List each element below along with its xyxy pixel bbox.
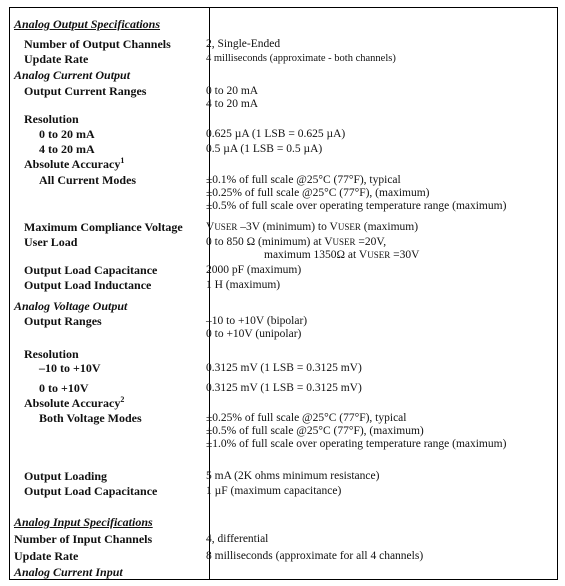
- spec-value: ±0.5% of full scale @25°C (77°F), (maximum): [206, 425, 424, 437]
- resolution-label: Resolution: [24, 112, 79, 126]
- spec-value: ±0.5% of full scale over operating temperature range (maximum): [206, 200, 507, 212]
- spec-value: 4 milliseconds (approximate - both channels): [206, 53, 396, 64]
- spec-label: Output Loading: [24, 469, 108, 483]
- analog-input-title: Analog Input Specifications: [14, 515, 153, 529]
- spec-value: maximum 1350Ω at VUSER =30V: [264, 249, 420, 261]
- spec-label: –10 to +10V: [39, 361, 101, 375]
- spec-label: Number of Input Channels: [14, 532, 153, 546]
- spec-label: Both Voltage Modes: [39, 411, 142, 425]
- spec-label: All Current Modes: [39, 173, 137, 187]
- spec-value: 2000 pF (maximum): [206, 264, 302, 276]
- spec-value: 0.3125 mV (1 LSB = 0.3125 mV): [206, 382, 362, 394]
- spec-label: Output Ranges: [24, 314, 102, 328]
- spec-table: [9, 7, 558, 580]
- spec-value: 0.5 µA (1 LSB = 0.5 µA): [206, 143, 323, 155]
- spec-label: Update Rate: [24, 52, 89, 66]
- spec-label: Output Current Ranges: [24, 84, 147, 98]
- spec-label: Output Load Capacitance: [24, 263, 158, 277]
- spec-value: ±0.1% of full scale @25°C (77°F), typical: [206, 174, 401, 186]
- spec-value: 2, Single-Ended: [206, 38, 281, 50]
- spec-label: Maximum Compliance Voltage: [24, 220, 183, 234]
- abs-accuracy-label: Absolute Accuracy$^1$: [24, 156, 125, 171]
- spec-label: 0 to 20 mA: [39, 127, 95, 141]
- spec-value: 4 to 20 mA: [206, 98, 259, 110]
- spec-value: –10 to +10V (bipolar): [206, 315, 308, 327]
- spec-value: VUSER –3V (minimum) to VUSER (maximum): [206, 221, 419, 233]
- abs-accuracy-label: Absolute Accuracy$^2$: [24, 395, 125, 410]
- footnote-marker: 1: [120, 156, 125, 165]
- spec-label: 4 to 20 mA: [39, 142, 95, 156]
- analog-output-title: Analog Output Specifications: [14, 17, 161, 31]
- spec-label: Output Load Inductance: [24, 278, 152, 292]
- spec-value: ±0.25% of full scale @25°C (77°F), typical: [206, 412, 407, 424]
- spec-value: 0.3125 mV (1 LSB = 0.3125 mV): [206, 362, 362, 374]
- spec-value: 8 milliseconds (approximate for all 4 channels): [206, 550, 424, 562]
- spec-value: 1 H (maximum): [206, 279, 281, 291]
- current-input-heading: Analog Current Input: [14, 565, 123, 579]
- spec-value: 0 to +10V (unipolar): [206, 328, 302, 340]
- spec-value: 0 to 20 mA: [206, 85, 259, 97]
- current-output-heading: Analog Current Output: [14, 68, 131, 82]
- spec-value: 1 µF (maximum capacitance): [206, 485, 342, 497]
- spec-label: Number of Output Channels: [24, 37, 171, 51]
- voltage-output-heading: Analog Voltage Output: [14, 299, 128, 313]
- spec-value: 5 mA (2K ohms minimum resistance): [206, 470, 380, 482]
- spec-label: Update Rate: [14, 549, 79, 563]
- spec-value: ±1.0% of full scale over operating temperature range (maximum): [206, 438, 507, 450]
- spec-label: User Load: [24, 235, 78, 249]
- spec-value: ±0.25% of full scale @25°C (77°F), (maximum): [206, 187, 430, 199]
- spec-label: Output Load Capacitance: [24, 484, 158, 498]
- spec-value: 0 to 850 Ω (minimum) at VUSER =20V,: [206, 236, 387, 248]
- spec-value: 4, differential: [206, 533, 269, 545]
- spec-value: 0.625 µA (1 LSB = 0.625 µA): [206, 128, 346, 140]
- resolution-label: Resolution: [24, 347, 79, 361]
- footnote-marker: 2: [120, 395, 125, 404]
- spec-label: 0 to +10V: [39, 381, 89, 395]
